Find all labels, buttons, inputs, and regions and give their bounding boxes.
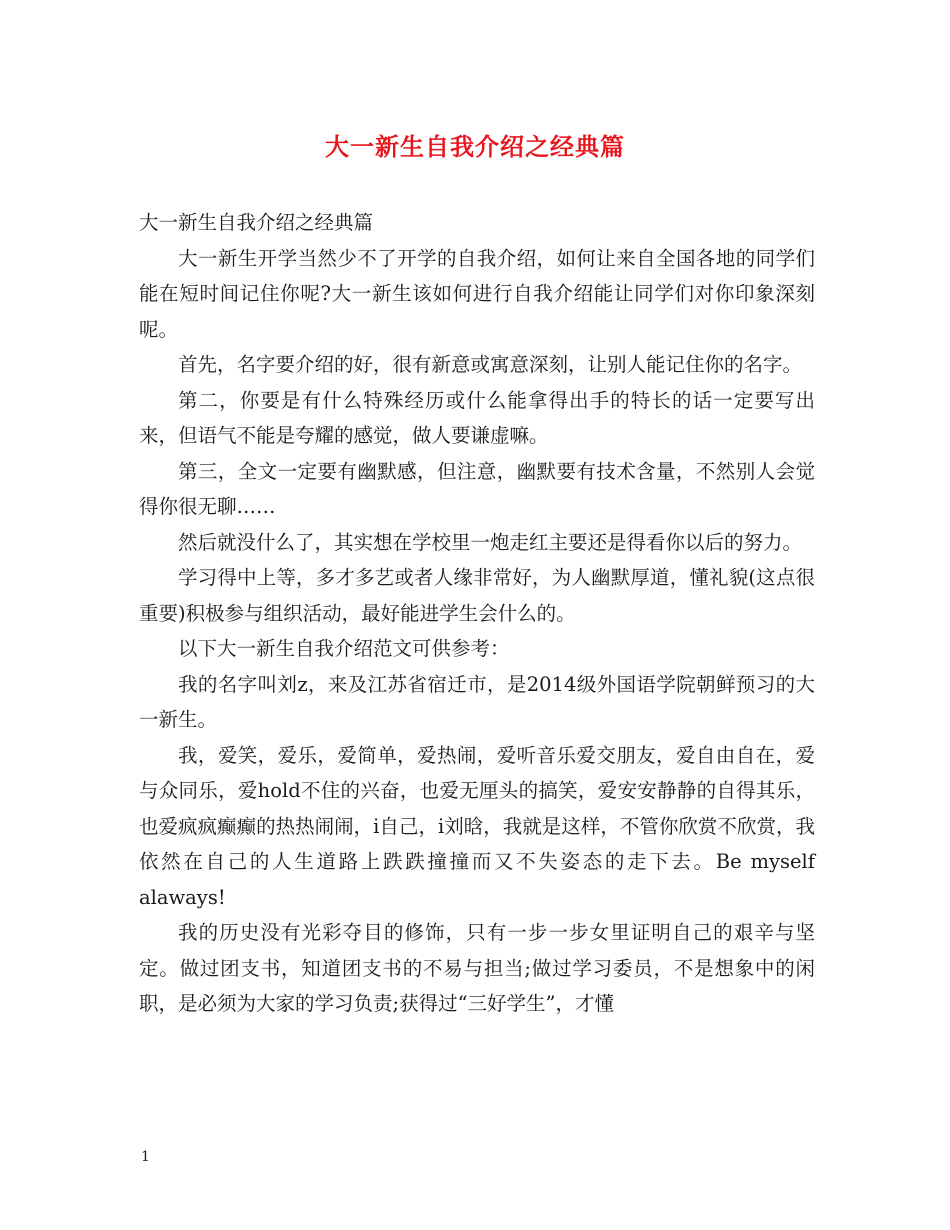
paragraph: 大一新生开学当然少不了开学的自我介绍，如何让来自全国各地的同学们能在短时间记住你呢?大一新生该如何进行自我介绍能让同学们对你印象深刻呢。 <box>139 246 815 341</box>
paragraph: 我，爱笑，爱乐，爱简单，爱热闹，爱听音乐爱交朋友，爱自由自在，爱与众同乐，爱hold不住的兴奋，也爱无厘头的搞笑，爱安安静静的自得其乐，也爱疯疯癫癫的热热闹闹，i自己，i刘晗，我就是这样，不管你欣赏不欣赏，我依然在自己的人生道路上跌跌撞撞而又不失姿态的走下去。Be myself alaways! <box>139 743 815 909</box>
paragraph: 我的历史没有光彩夺目的修饰，只有一步一步女里证明自己的艰辛与坚定。做过团支书，知道团支书的不易与担当;做过学习委员，不是想象中的闲职，是必须为大家的学习负责;获得过“三好学生”，才懂 <box>139 921 815 1015</box>
document-body <box>139 205 815 1022</box>
paragraph: 学习得中上等，多才多艺或者人缘非常好，为人幽默厚道，懂礼貌(这点很重要)积极参与组织活动，最好能进学生会什么的。 <box>139 566 815 625</box>
paragraph: 我的名字叫刘z，来及江苏省宿迁市，是2014级外国语学院朝鲜预习的大一新生。 <box>139 672 815 731</box>
document-subtitle: 大一新生自我介绍之经典篇 <box>139 211 374 234</box>
paragraph: 第三，全文一定要有幽默感，但注意，幽默要有技术含量，不然别人会觉得你很无聊…… <box>139 459 815 518</box>
paragraph: 首先，名字要介绍的好，很有新意或寓意深刻，让别人能记住你的名字。 <box>178 353 803 376</box>
paragraph: 以下大一新生自我介绍范文可供参考： <box>178 637 510 660</box>
paragraph: 第二，你要是有什么特殊经历或什么能拿得出手的特长的话一定要写出来，但语气不能是夸耀的感觉，做人要谦虚嘛。 <box>139 388 815 447</box>
document-title: 大一新生自我介绍之经典篇 <box>325 132 625 161</box>
paragraph: 然后就没什么了，其实想在学校里一炮走红主要还是得看你以后的努力。 <box>178 530 803 554</box>
page-number: 1 <box>141 1149 150 1165</box>
